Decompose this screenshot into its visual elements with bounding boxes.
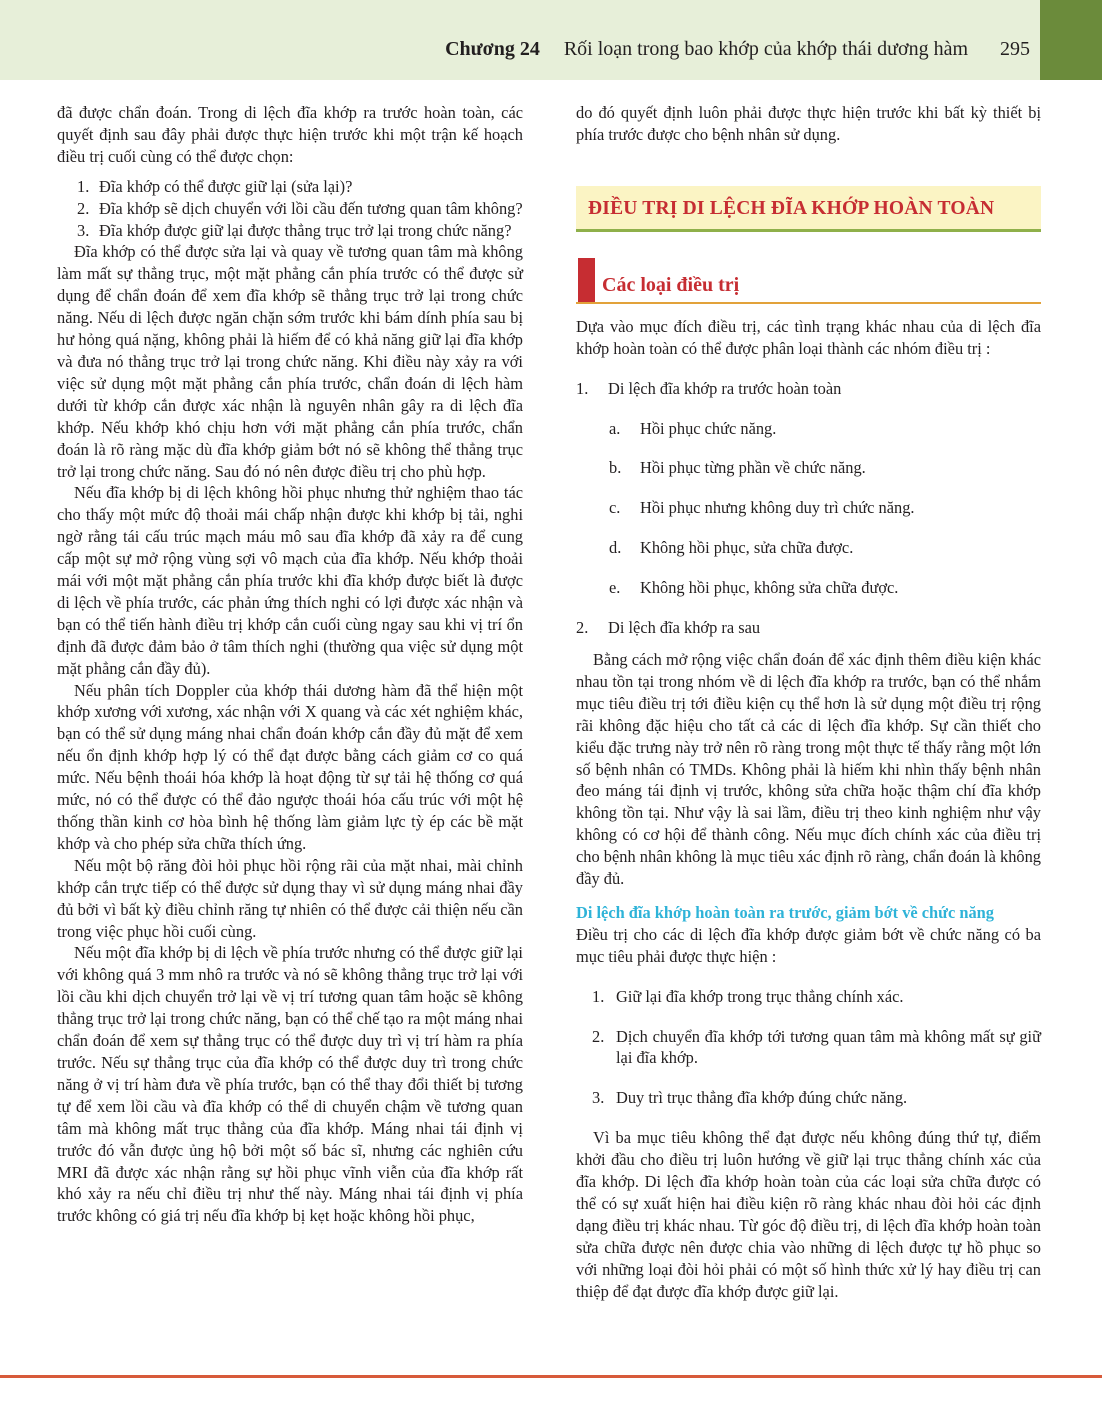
question-list [57,176,523,242]
chapter-label: Chương 24 [445,38,540,60]
list-item: 3. Duy trì trục thẳng đĩa khớp đúng chức năng. [592,1088,908,1108]
sub-sub-heading: Di lệch đĩa khớp hoàn toàn ra trước, giảm bớt về chức năng [576,902,994,922]
list-item: 1. Đĩa khớp có thể được giữ lại (sửa lại)? [77,176,353,196]
paragraph: Điều trị cho các di lệch đĩa khớp được giảm bớt về chức năng có ba mục tiêu phải được thực hiện : [576,924,1041,966]
list-item: 2. Đĩa khớp sẽ dịch chuyển với lồi cầu đến tương quan tâm không? [77,198,523,218]
paragraph: Nếu đĩa khớp bị di lệch không hồi phục nhưng thử nghiệm thao tác cho thấy một mức độ thoải mái chấp nhận được khi khớp bị tải, nghi ngờ rằng tái cấu trúc mạch máu mô sau đĩa khớp đã xảy ra để cung cấp một sự mở rộng vùng sợi vô mạch của đĩa khớp. Nếu khớp thoải mái với một mặt phẳng cắn phía trước khi đĩa khớp được biết là được di lệch về phía trước, các phản ứng thích nghi có lợi được xác nhận và bạn có thể tiến hành điều trị khớp cắn cuối cùng ngay sau khi vị trí ổn định đã được đảm bảo ở tâm thích nghi (thường qua việc sử dụng một mặt phẳng cắn đầy đủ). [57,483,523,678]
paragraph: Vì ba mục tiêu không thể đạt được nếu không đúng thứ tự, điểm khởi đầu cho điều trị luôn hướng về giữ lại trục thẳng chính xác của đĩa khớp. Di lệch đĩa khớp hoàn toàn của các loại sửa chữa được có thể có sự xuất hiện hai điều kiện rõ ràng khác nhau đòi hỏi các định dạng điều trị khác nhau. Từ góc độ điều trị, di lệch đĩa khớp hoàn toàn sửa chữa được nên được chia vào những di lệch được tự hồ phục so với những loại đòi hỏi phải có một số hình thức xử lý hay điều trị can thiệp để đạt được đĩa khớp được giữ lại. [576,1128,1041,1301]
chapter-title: Rối loạn trong bao khớp của khớp thái dương hàm [563,38,968,60]
list-item: 1. Giữ lại đĩa khớp trong trục thẳng chính xác. [592,986,904,1006]
paragraph: Nếu một đĩa khớp bị di lệch về phía trước nhưng có thể được giữ lại với không quá 3 mm nhô ra trước và nó sẽ không thẳng trục trở lại với lồi cầu khi dịch chuyển trở lại về vị trí tương quan tâm hoặc sẽ không thẳng trục trở lại trong chức năng, bạn có thể chế tạo ra một máng nhai chẩn đoán để xem sự thẳng trục có thể được duy trì vị trí hàm ra phía trước. Nếu sự thẳng trục của đĩa khớp có thể được duy trì trong chức năng ở vị trí hàm đưa về phía trước, bạn có thể thay đổi thiết bị tương tự để xem lồi cầu và đĩa khớp có thể di chuyển chậm về tương quan tâm mà không mất trục thẳng của đĩa khớp. Máng nhai tái định vị trước đó vẫn được ủng hộ bởi một số bác sĩ, nhưng các nghiên cứu MRI đã được xác nhận rằng sự hồi phục vĩnh viễn của đĩa khớp rất khó xảy ra nếu chỉ điều trị như thế này. Máng nhai tái định vị phía trước không có giá trị nếu đĩa khớp bị kẹt hoặc không hồi phục, [57,943,523,1226]
sub-heading-text: Các loại điều trị [602,273,740,296]
section-heading: ĐIỀU TRỊ DI LỆCH ĐĨA KHỚP HOÀN TOÀN [576,186,1041,232]
chapter-tab [1040,0,1102,80]
paragraph: Đĩa khớp có thể được sửa lại và quay về tương quan tâm mà không làm mất sự thẳng trục, một mặt phẳng cắn phía trước có thể được sử dụng để chẩn đoán để xem đĩa khớp sẽ thẳng trục trở lại trong chức năng. Nếu di lệch được ngăn chặn sớm trước khi bám dính phía sau bị hư hỏng quá nặng, không phải là hiếm để có khả năng giữ lại đĩa khớp và đưa nó thẳng trục trở lại trong chức năng. Khi điều này xảy ra với việc sử dụng một mặt phẳng cắn phía trước, chẩn đoán di lệch hàm dưới từ khớp cắn được xác nhận là nguyên nhân gây ra di lệch đĩa khớp. Nếu khớp khó chịu hơn với mặt phẳng cắn phía trước, chẩn đoán là rõ ràng mặc dù đĩa khớp giảm bớt nó sẽ không thể thẳng trục trở lại trong chức năng. Sau đó nó nên được điều trị cho phù hợp. [57,242,523,481]
list-item: e. Không hồi phục, không sửa chữa được. [609,578,899,598]
list-item: 2. Dịch chuyển đĩa khớp tới tương quan tâm mà không mất sự giữ lại đĩa khớp. [592,1026,1041,1068]
right-column [576,102,1041,1303]
list-item: b. Hồi phục từng phần về chức năng. [609,458,866,478]
sub-heading [576,258,1041,304]
paragraph: Nếu phân tích Doppler của khớp thái dương hàm đã thể hiện một khớp xương với xương, xác nhận với X quang và các xét nghiệm khác, bạn có thể sử dụng máng nhai chẩn đoán khớp cắn đầy đủ mặt để xem nếu ổn định khớp hợp lý có thể đạt được bằng cách giảm cơ co quá mức. Nếu bệnh thoái hóa khớp là hoạt động từ sự tải hệ thống cơ quá mức, nó có thể được có thể đảo ngược thoái hóa cấu trúc với một hệ thống thần kinh cơ hòa bình hệ thống làm giảm lực tỳ ép các bề mặt khớp và cho phép sửa chữa thích ứng. [57,680,523,853]
paragraph: Dựa vào mục đích điều trị, các tình trạng khác nhau của di lệch đĩa khớp hoàn toàn có thể được phân loại thành các nhóm điều trị : [576,316,1041,358]
paragraph: do đó quyết định luôn phải được thực hiện trước khi bất kỳ thiết bị phía trước được cho bệnh nhân sử dụng. [576,103,1041,144]
paragraph: đã được chẩn đoán. Trong di lệch đĩa khớp ra trước hoàn toàn, các quyết định sau đây phải được thực hiện trước khi một trận kế hoạch điều trị cuối cùng có thể được chọn: [57,103,523,166]
list-item: 1. Di lệch đĩa khớp ra trước hoàn toàn [576,378,842,398]
list-item: a. Hồi phục chức năng. [609,418,777,438]
paragraph: Bằng cách mở rộng việc chẩn đoán để xác định thêm điều kiện khác nhau tồn tại trong nhóm về di lệch đĩa khớp ra trước, bạn có thể nhắm mục tiêu điều trị tới điều kiện cụ thể hơn là sử dụng một điều trị rộng rãi không đặc hiệu cho tất cả các di lệch đĩa khớp. Sự cần thiết cho kiểu đặc trưng này trở nên rõ ràng trong một thực tế thấy rằng một lớn số bệnh nhân có TMDs. Không phải là hiếm khi nhìn thấy bệnh nhân đeo máng tái định vị trước, không sửa chữa hoặc thậm chí đĩa khớp không tồn tại. Như vậy là sai lầm, điều trị theo kinh nghiệm như vậy không có cơ hội để thành công. Nếu mục đích chính xác của điều trị cho bệnh nhân không là mục tiêu xác định rõ ràng, chẩn đoán là không đầy đủ. [576,649,1041,889]
list-item: 3. Đĩa khớp được giữ lại được thẳng trục trở lại trong chức năng? [77,220,512,240]
list-item: c. Hồi phục nhưng không duy trì chức năng. [609,498,915,518]
page-number: 295 [1000,38,1030,60]
list-item: d. Không hồi phục, sửa chữa được. [609,538,854,558]
list-item: 2. Di lệch đĩa khớp ra sau [576,618,761,638]
running-head [0,36,1030,62]
footer-rule [0,1375,1102,1378]
paragraph: Nếu một bộ răng đòi hỏi phục hồi rộng rãi của mặt nhai, mài chỉnh khớp cắn trực tiếp có thể được sử dụng thay vì sử dụng máng nhai đầy đủ bởi vì bất kỳ điều chỉnh răng tự nhiên có thể được cải thiện nếu cần trong việc phục hồi cuối cùng. [57,855,523,941]
heading-marker [578,258,595,302]
left-column [57,102,523,1227]
